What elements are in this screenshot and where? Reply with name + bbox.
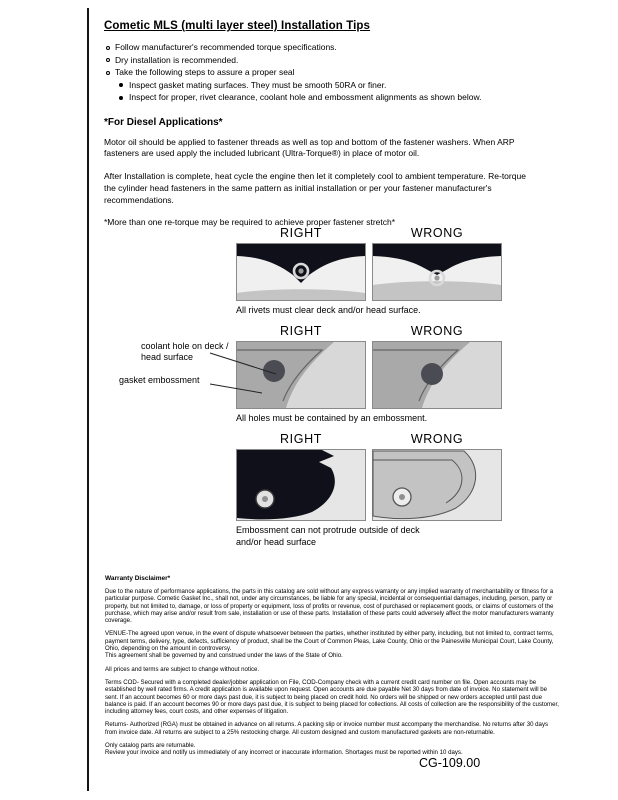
callout-coolant-hole: coolant hole on deck / head surface	[141, 341, 229, 362]
disclaimer-paragraph: Only catalog parts are returnable.	[105, 742, 196, 750]
list-item	[104, 91, 574, 104]
page-title: Cometic MLS (multi layer steel) Installation Tips	[104, 20, 371, 32]
rivet-wrong-diagram	[372, 243, 502, 301]
hollow-bullet-icon	[106, 58, 110, 62]
wrong-label: WRONG	[410, 432, 464, 446]
diagram-labels	[236, 226, 502, 241]
diagram-row-rivets	[236, 226, 502, 315]
list-item	[104, 79, 574, 92]
right-label: RIGHT	[280, 324, 322, 338]
main-content	[104, 20, 574, 240]
diagram-images	[236, 449, 502, 521]
warranty-disclaimer	[105, 575, 560, 763]
disclaimer-paragraph: Review your invoice and notify us immediately of any incorrect or inaccurate information. Shortages must be reported within 10 days.	[105, 749, 463, 757]
right-label: RIGHT	[280, 226, 322, 240]
disclaimer-heading: Warranty Disclaimer*	[105, 575, 171, 582]
retorque-note: *More than one re-torque may be required to achieve proper fastener stretch*	[104, 217, 396, 228]
disclaimer-paragraph: This agreement shall be governed by and construed under the laws of the State of Ohio.	[105, 652, 343, 660]
solid-bullet-icon	[119, 83, 123, 87]
diagram-caption: Embossment can not protrude outside of deck and/or head surface	[236, 525, 420, 547]
tip-text: Take the following steps to assure a proper seal	[115, 67, 295, 77]
diagram-labels	[236, 324, 502, 339]
diagram-caption: All rivets must clear deck and/or head surface.	[236, 305, 421, 315]
list-item	[104, 41, 574, 54]
diagram-images	[236, 243, 502, 301]
protrusion-wrong-diagram	[372, 449, 502, 521]
disclaimer-paragraph: VENUE-The agreed upon venue, in the event of dispute whatsoever between the parties, whether instituted by either party, including, but not limited to, contract terms, payment terms, delivery, type, defects, sufficiency of product, shall be the Court of Common Pleas, Lake County, Ohio or the Painesville Municipal Court, Lake County, Ohio, depending on the amount in controversy.	[105, 630, 554, 653]
solid-bullet-icon	[119, 96, 123, 100]
diesel-paragraph: Motor oil should be applied to fastener threads as well as top and bottom of the fastener washers. When ARP fasteners are used apply the included lubricant (Ultra-Torque®) in place of motor oil.	[104, 136, 515, 159]
hollow-bullet-icon	[106, 46, 110, 50]
list-item	[104, 54, 574, 67]
page-code: CG-109.00	[419, 756, 481, 770]
disclaimer-paragraph: All prices and terms are subject to change without notice.	[105, 665, 260, 673]
left-margin-rule	[87, 8, 89, 791]
diagram-caption: All holes must be contained by an embossment.	[236, 413, 428, 423]
callout-pointer-lines	[208, 346, 293, 401]
callout-gasket-embossment: gasket embossment	[119, 375, 200, 385]
tips-list	[104, 41, 574, 104]
disclaimer-paragraph: Terms COD- Secured with a completed dealer/jobber application on File, COD-Company check with a current credit card number on file. Open accounts may be established by well rated firms. A credit application is available upon request. Open accounts are due payable Net 30 days from date of invoice. No statement will be sent. If an account becomes 60 or more days past due, it is subject to being placed on credit hold. No orders will be shipped or new orders accepted until past due balance is paid. If an account becomes 90 or more days past due, it is subject to being placed for collections. All costs of collection are the responsibility of the customer, including attorney fees, court costs, and other expenses of litigation.	[105, 678, 559, 716]
disclaimer-paragraph: Returns- Authorized (RGA) must be obtained in advance on all returns. A packing slip or invoice number must accompany the merchandise. No returns after 30 days from invoice date. All returns are subject to a 25% restocking charge. All custom designed and custom manufactured gaskets are non-returnable.	[105, 721, 549, 736]
wrong-label: WRONG	[410, 226, 464, 240]
wrong-label: WRONG	[410, 324, 464, 338]
tip-text: Inspect for proper, rivet clearance, coolant hole and embossment alignments as shown below.	[129, 92, 482, 102]
tip-text: Follow manufacturer's recommended torque specifications.	[115, 42, 337, 52]
diesel-section-heading: *For Diesel Applications*	[104, 116, 223, 128]
disclaimer-paragraph: Due to the nature of performance applications, the parts in this catalog are sold without any express warranty or any implied warranty of merchantability or fitness for a particular purpose. Cometic Gasket Inc., shall not, under any circumstances, be liable for any special, incidental or consequential damages, including, person, party or property, but not limited to, damage, or loss of property or equipment, loss of profits or revenue, cost of purchased or replacement goods, or claims of customers of the purchase, which may arise and/or result from sale, installation or use of these parts. Installation of these parts could adversely affect the motor manufacturers warranty coverage.	[105, 588, 554, 625]
tip-text: Inspect gasket mating surfaces. They must be smooth 50RA or finer.	[129, 79, 387, 90]
rivet-right-diagram	[236, 243, 366, 301]
hole-wrong-diagram	[372, 341, 502, 409]
diagram-row-protrusion	[236, 432, 502, 548]
right-label: RIGHT	[280, 432, 322, 446]
coolant-hole-icon	[421, 363, 443, 385]
list-item	[104, 66, 574, 79]
hollow-bullet-icon	[106, 71, 110, 75]
protrusion-right-diagram	[236, 449, 366, 521]
diesel-paragraph: After Installation is complete, heat cycle the engine then let it completely cool to ambient temperature. Re-torque the cylinder head fasteners in the same pattern as initial installation or per your fastener manufacturer's recommendations.	[104, 171, 526, 205]
diagram-labels	[236, 432, 502, 447]
tip-text: Dry installation is recommended.	[115, 54, 239, 65]
